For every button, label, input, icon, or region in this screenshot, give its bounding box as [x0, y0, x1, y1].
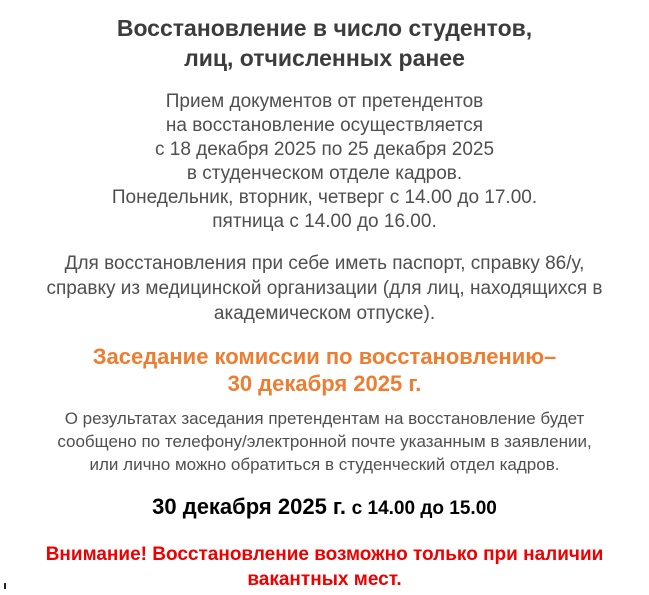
meeting-datetime: [0, 492, 649, 525]
text-line: Для восстановления при себе иметь паспорт, справку 86/у,: [64, 253, 585, 274]
text-line: Прием документов от претендентов: [165, 91, 484, 112]
meeting-date: 30 декабря 2025 г.: [152, 494, 346, 519]
page-title: [0, 13, 649, 73]
text-line: с 18 декабря 2025 по 25 декабря 2025: [154, 139, 495, 160]
text-line: академическом отпуске).: [213, 303, 436, 324]
warning-line: вакантных мест.: [247, 569, 402, 590]
text-cursor-mark: [4, 583, 6, 589]
intake-paragraph: [0, 90, 649, 234]
warning-text: [0, 542, 649, 592]
commission-heading-line: Заседание комиссии по восстановлению–: [92, 344, 557, 369]
commission-heading-line: 30 декабря 2025 г.: [227, 371, 422, 396]
results-paragraph: [0, 407, 649, 476]
page-title-line: Восстановление в число студентов,: [116, 15, 533, 41]
text-line: сообщено по телефону/электронной почте указанным в заявлении,: [57, 432, 592, 451]
warning-line: Внимание! Восстановление возможно только при наличии: [45, 544, 604, 565]
page-title-line: лиц, отчисленных ранее: [184, 45, 465, 71]
text-line: пятница с 14.00 до 16.00.: [212, 211, 437, 232]
text-line: на восстановление осуществляется: [165, 115, 484, 136]
text-line: в студенческом отделе кадров.: [186, 163, 463, 184]
text-line: Понедельник, вторник, четверг с 14.00 до 17.00.: [111, 187, 538, 208]
text-line: справку из медицинской организации (для лиц, находящихся в: [46, 278, 603, 299]
meeting-time: с 14.00 до 15.00: [351, 498, 497, 519]
text-line: или лично можно обратиться в студенческий отдел кадров.: [89, 455, 560, 474]
commission-heading: [0, 343, 649, 397]
documents-paragraph: [0, 251, 649, 326]
text-line: О результатах заседания претендентам на восстановление будет: [64, 409, 585, 428]
